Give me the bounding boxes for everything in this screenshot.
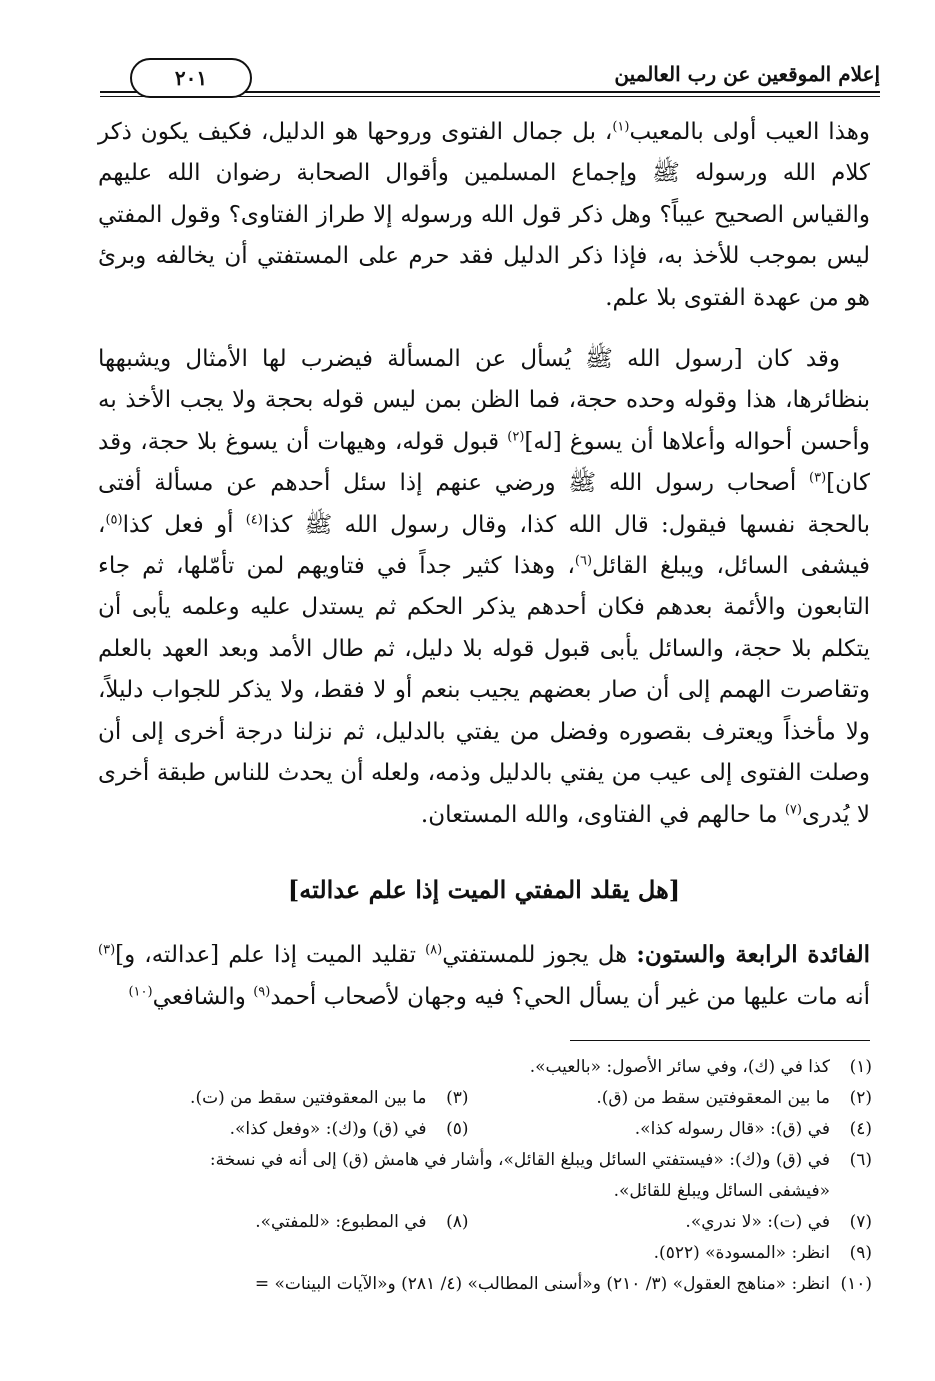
text-run: والشافعي — [152, 984, 254, 1010]
text-run: ، وهذا كثير جداً في فتاويهم لمن تأمّلها، ثم جاء التابعون والأئمة بعدهم فكان أحدهم يذكر الحكم ثم يستدل عليه وعلمه يأبى أن يتكلم بلا حجة، والسائل يأبى قبول قوله بلا دليل، ثم طال الأمد وبعد العهد بالعلم وتقاصرت الهمم إلى أن صار بعضهم يجيب بنعم أو لا فقط، ولا يذكر للجواب دليلاً، ولا مأخذاً ويعترف بقصوره وفضل من يفتي بالدليل، ثم نزلنا درجة أخرى إلى أن وصلت الفتوى إلى عيب من يفتي بالدليل وذمه، ولعله أن يحدث للناس طبقة أخرى لا يُدرى — [98, 553, 870, 828]
text-run: تقليد الميت إذا علم [عدالته، و] — [115, 942, 426, 968]
footnote-ref-4: (٤) — [245, 512, 263, 527]
footnote-4 — [469, 1114, 873, 1145]
footnote-number: (٦) — [849, 1150, 872, 1170]
running-header — [100, 58, 880, 98]
footnote-ref-9: (٩) — [253, 984, 271, 1000]
footnote-6 — [65, 1145, 872, 1176]
footnote-number: (٥) — [446, 1119, 469, 1139]
footnote-number: (٣) — [446, 1088, 469, 1108]
footnote-row — [65, 1207, 872, 1238]
footnote-text: «فيشفى السائل ويبلغ للقائل». — [613, 1181, 830, 1201]
section-heading: [هل يقلد المفتي الميت إذا علم عدالته] — [287, 875, 681, 904]
running-title: إعلام الموقعين عن رب العالمين — [614, 62, 880, 86]
footnote-row — [65, 1145, 872, 1176]
paragraph-1 — [98, 112, 870, 319]
footnote-2 — [469, 1083, 873, 1114]
footnote-3 — [65, 1083, 469, 1114]
footnote-8 — [65, 1207, 469, 1238]
footnote-text: في (ق) و(ك): «فيستفتي السائل ويبلغ القائل»، وأشار في هامش (ق) إلى أنه في نسخة: — [209, 1150, 830, 1170]
footnote-number: (٤) — [849, 1119, 872, 1139]
footnote-9 — [65, 1238, 872, 1269]
footnote-1 — [65, 1052, 872, 1083]
footnote-continuation — [65, 1176, 872, 1207]
footnote-number: (١٠) — [840, 1274, 872, 1294]
text-run: وهذا العيب أولى بالمعيب — [629, 119, 870, 145]
footnote-ref-2: (٢) — [507, 429, 525, 445]
footnote-text: ما بين المعقوفتين سقط من (ق). — [596, 1088, 830, 1108]
footnote-ref-8: (٨) — [425, 942, 443, 958]
footnote-text: في (ق) و(ك): «وفعل كذا». — [229, 1119, 427, 1139]
text-run: ، بل جمال الفتوى وروحها هو الدليل، فكيف يكون ذكر كلام الله ورسوله ﷺ وإجماع المسلمين وأقوال الصحابة رضوان الله عليهم والقياس الصحيح عيباً؟ وهل ذكر قول الله ورسوله إلا طراز الفتاوى؟ وقول المفتي ليس بموجب للأخذ به، فإذا ذكر الدليل فقد حرم على المستفتي أن يخالفه وبرئ هو من عهدة الفتوى بلا علم. — [98, 119, 870, 311]
text-run: قبول قوله، وهيهات أن يسوغ بلا حجة، وقد كان] — [98, 428, 870, 497]
footnote-ref-3b: (٣) — [98, 942, 116, 958]
text-run: ما حالهم في الفتاوى، والله المستعان. — [420, 801, 785, 828]
text-run: وقد كان [رسول الله ﷺ يُسأل عن المسألة فيضرب لها الأمثال ويشبهها بنظائرها، هذا وقوله وحده حجة، فما الظن بمن ليس قوله بحجة ولا يجب الأخذ به وأحسن أحواله وأعلاها أن يسوغ [له] — [98, 346, 870, 455]
text-run: أنه مات عليها من غير أن يسأل الحي؟ فيه وجهان لأصحاب أحمد — [270, 984, 870, 1010]
text-run: ، فيشفى السائل، ويبلغ القائل — [98, 511, 870, 580]
main-text-continued — [98, 934, 870, 1018]
footnote-number: (٩) — [849, 1243, 872, 1263]
footnote-ref-3: (٣) — [809, 470, 827, 486]
footnote-ref-7: (٧) — [784, 801, 802, 817]
page-number: ٢٠١ — [130, 58, 252, 98]
main-text — [98, 112, 870, 836]
footnote-number: (٢) — [849, 1088, 872, 1108]
text-run: هل يجوز للمستفتي — [442, 942, 637, 968]
footnote-text: كذا في (ك)، وفي سائر الأصول: «بالعيب». — [529, 1057, 830, 1077]
footnote-row — [65, 1083, 872, 1114]
footnote-ref-10: (١٠) — [128, 984, 153, 1000]
text-run: أو فعل كذا — [122, 511, 246, 538]
footnote-text: في المطبوع: «للمفتي». — [255, 1212, 427, 1232]
footnote-number: (١) — [849, 1057, 872, 1077]
footnote-number: (٨) — [446, 1212, 469, 1232]
footnote-separator — [570, 1040, 870, 1041]
footnote-row — [65, 1052, 872, 1083]
footnote-text: ما بين المعقوفتين سقط من (ت). — [190, 1088, 427, 1108]
footnote-ref-1: (١) — [612, 119, 630, 135]
footnote-row — [65, 1269, 872, 1300]
footnote-5 — [65, 1114, 469, 1145]
text-run: أصحاب رسول الله ﷺ ورضي عنهم إذا سئل أحدهم عن مسألة أفتى بالحجة نفسها فيقول: قال الله كذا، وقال رسول الله ﷺ كذا — [98, 470, 870, 538]
paragraph-2 — [98, 339, 870, 836]
footnote-7 — [469, 1207, 873, 1238]
footnotes — [65, 1052, 872, 1300]
footnote-text: انظر: «المسودة» (٥٢٢). — [653, 1243, 830, 1263]
footnote-text: انظر: «مناهج العقول» (٣/ ٢١٠) و«أسنى المطالب» (٤/ ٢٨١) و«الآيات البينات» = — [254, 1274, 830, 1294]
footnote-row — [65, 1114, 872, 1145]
footnote-ref-6: (٦) — [574, 553, 593, 569]
benefit-title: الفائدة الرابعة والستون: — [636, 941, 870, 968]
footnote-ref-5: (٥) — [105, 512, 123, 527]
footnote-10 — [65, 1269, 872, 1300]
footnote-row — [65, 1238, 872, 1269]
paragraph-3 — [98, 934, 870, 1018]
footnote-text: في (ت): «لا ندري». — [685, 1212, 830, 1232]
footnote-text: في (ق): «قال رسوله كذا». — [634, 1119, 830, 1139]
footnote-number: (٧) — [849, 1212, 872, 1232]
